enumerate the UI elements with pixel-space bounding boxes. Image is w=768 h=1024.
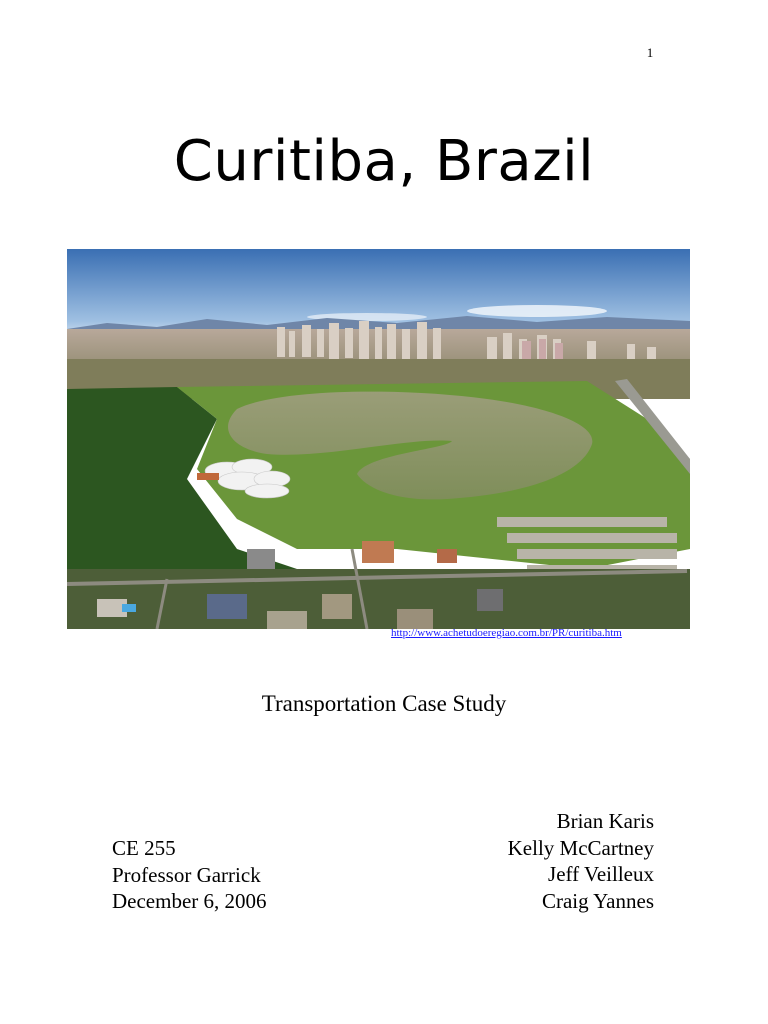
author-name: Craig Yannes bbox=[541, 888, 654, 913]
document-title: Curitiba, Brazil bbox=[173, 129, 595, 194]
course-info bbox=[112, 835, 267, 915]
author-name: Kelly McCartney bbox=[507, 835, 654, 860]
professor-name: Professor Garrick bbox=[112, 862, 261, 887]
course-code: CE 255 bbox=[112, 836, 176, 860]
aerial-city-park-image bbox=[67, 249, 690, 629]
author-list bbox=[508, 808, 654, 914]
document-date: December 6, 2006 bbox=[112, 889, 267, 913]
image-source-link[interactable]: http://www.achetudoeregiao.com.br/PR/curitiba.htm bbox=[391, 627, 622, 639]
author-name: Brian Karis bbox=[556, 809, 654, 833]
document-subtitle: Transportation Case Study bbox=[261, 691, 507, 716]
page-number: 1 bbox=[646, 45, 654, 60]
author-name: Jeff Veilleux bbox=[548, 862, 654, 886]
cover-photo bbox=[67, 249, 690, 629]
